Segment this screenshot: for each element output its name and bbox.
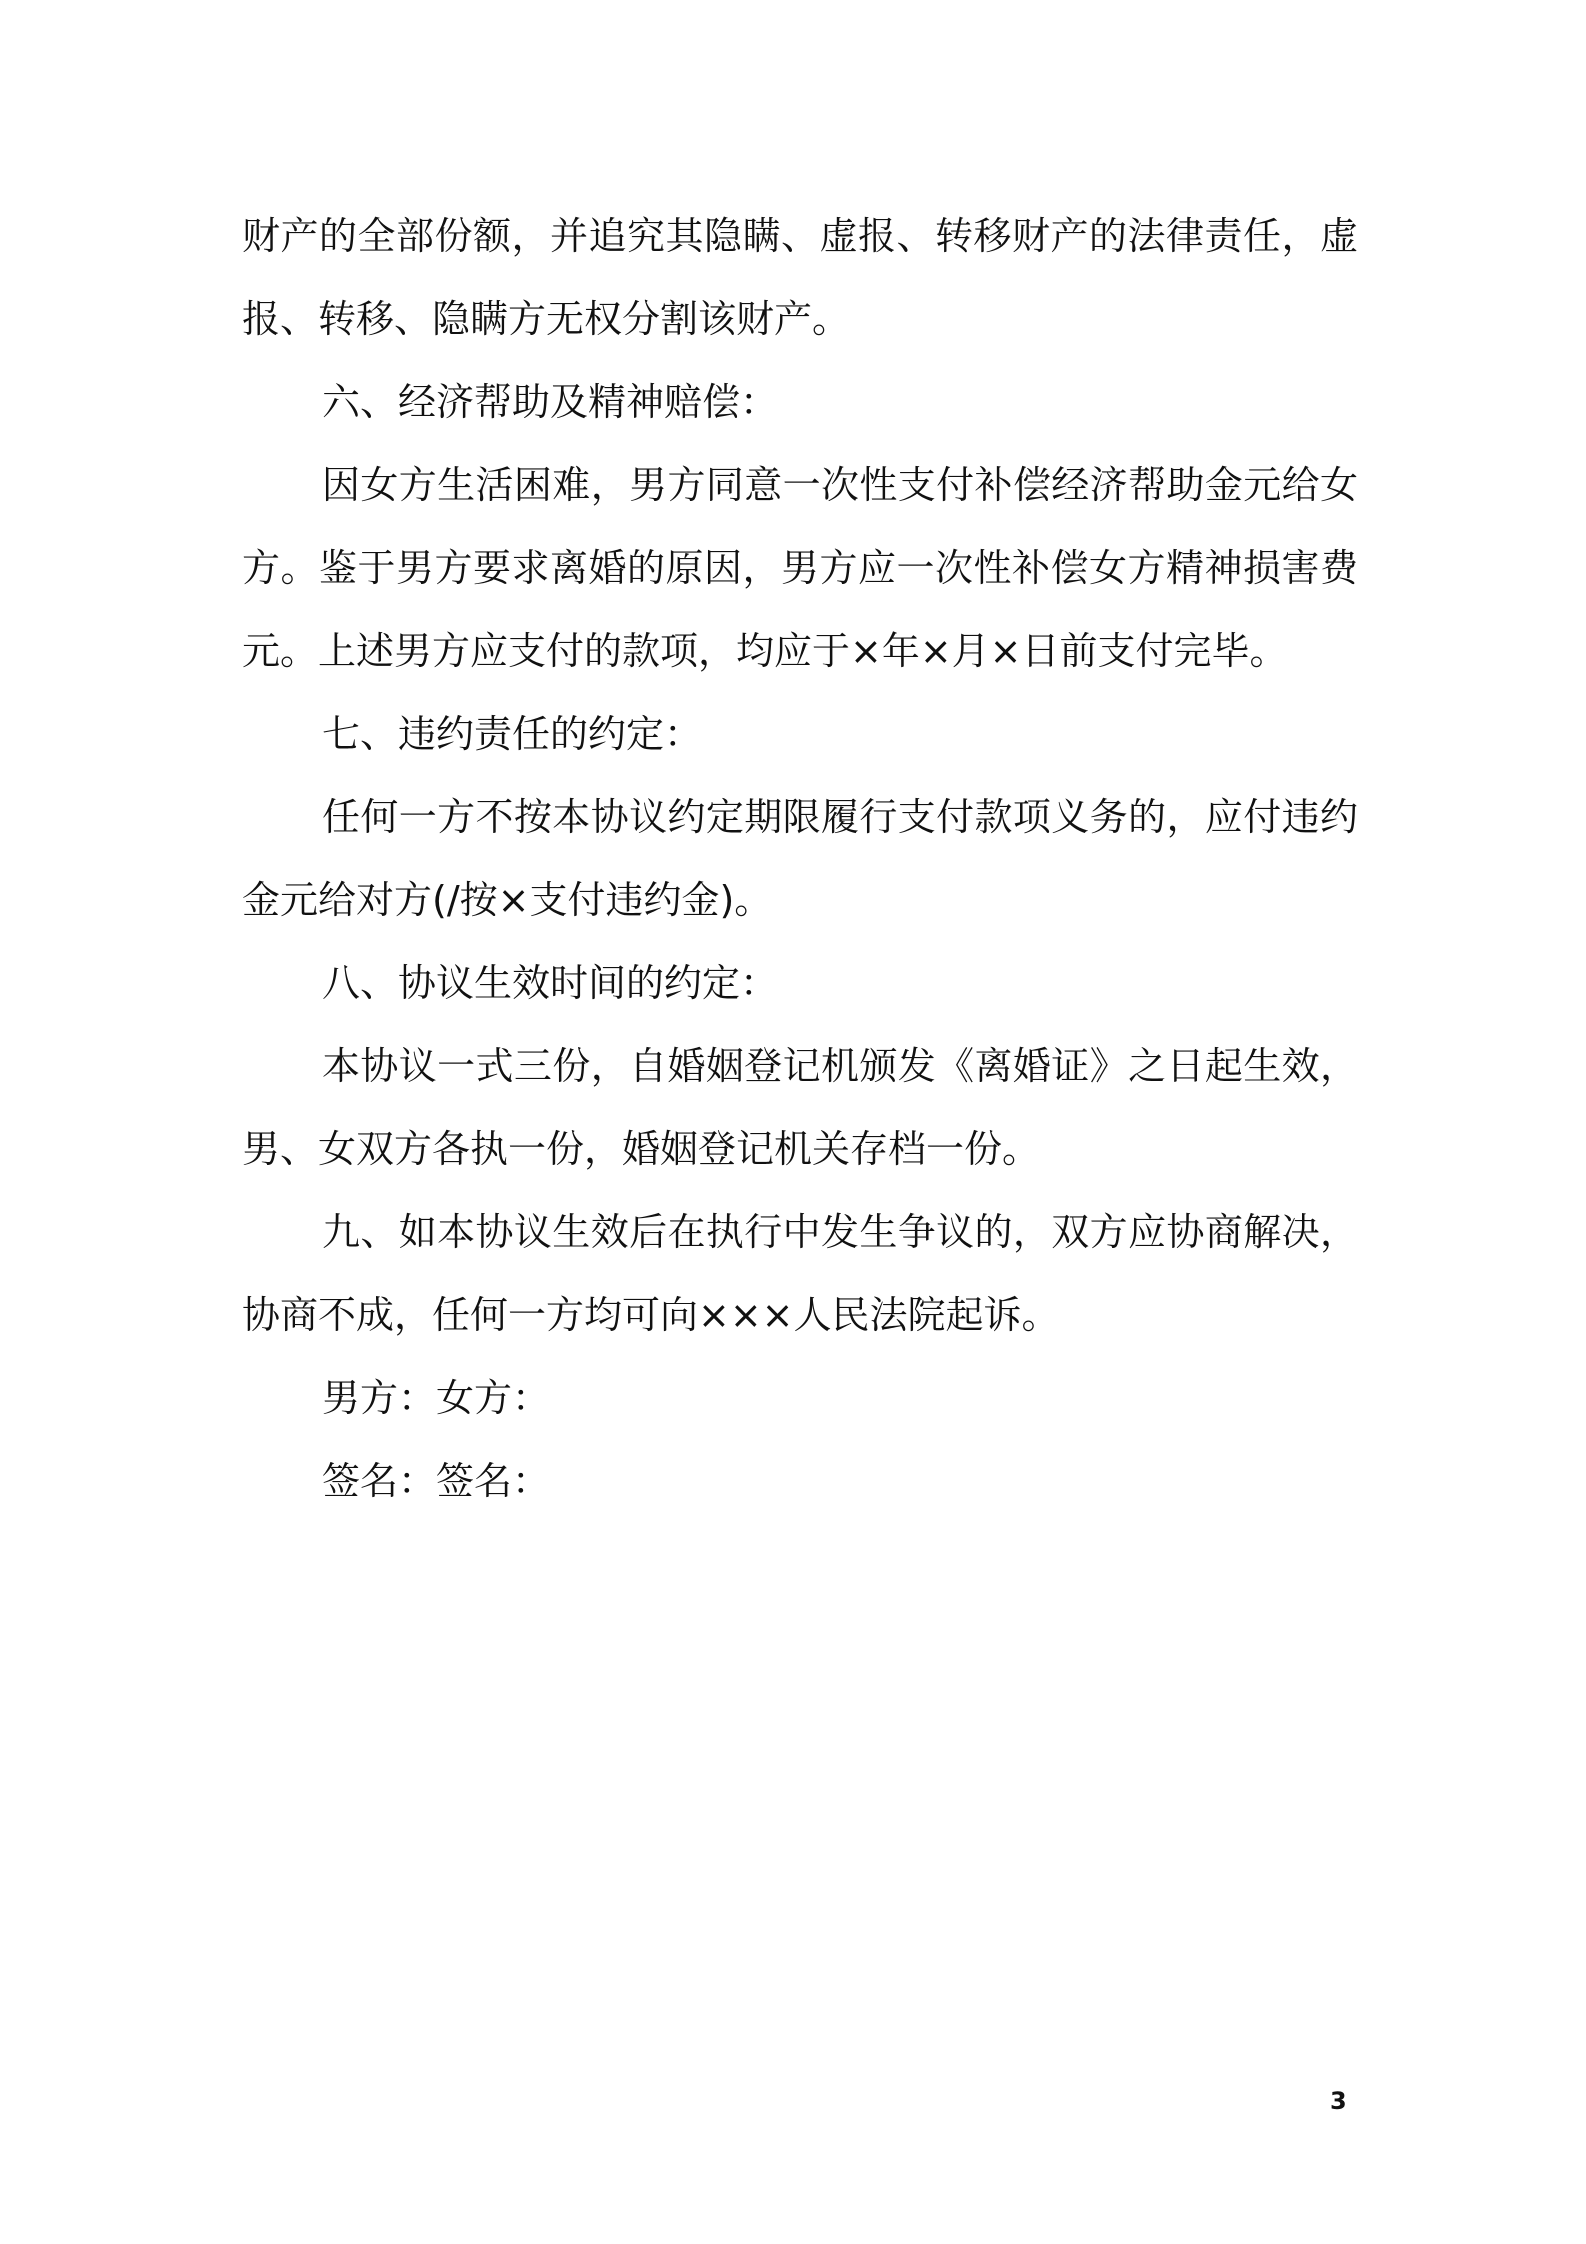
- party-labels: 男方：女方：: [322, 1376, 551, 1420]
- paragraph-dispute-resolution: 九、如本协议生效后在执行中发生争议的，双方应协商解决，协商不成，任何一方均可向×××人民法院起诉。: [242, 1210, 1358, 1337]
- signature-labels: 签名：签名：: [322, 1459, 551, 1503]
- paragraph-economic-help: 因女方生活困难，男方同意一次性支付补偿经济帮助金元给女方。鉴于男方要求离婚的原因，男方应一次性补偿女方精神损害费元。上述男方应支付的款项，均应于×年×月×日前支付完毕。: [242, 463, 1358, 673]
- paragraph-effective-time: 本协议一式三份，自婚姻登记机颁发《离婚证》之日起生效，男、女双方各执一份，婚姻登记机关存档一份。: [242, 1044, 1358, 1171]
- section-heading-effective-time: 八、协议生效时间的约定：: [322, 961, 779, 1005]
- page-number: 3: [1330, 2087, 1347, 2115]
- section-heading-breach-liability: 七、违约责任的约定：: [322, 712, 703, 756]
- paragraph-breach-liability: 任何一方不按本协议约定期限履行支付款项义务的，应付违约金元给对方(/按×支付违约金)。: [242, 795, 1358, 922]
- section-heading-economic-help: 六、经济帮助及精神赔偿：: [322, 380, 779, 424]
- document-body: [242, 195, 1358, 1523]
- paragraph-property-clause-continuation: 财产的全部份额，并追究其隐瞒、虚报、转移财产的法律责任，虚报、转移、隐瞒方无权分割该财产。: [242, 214, 1358, 341]
